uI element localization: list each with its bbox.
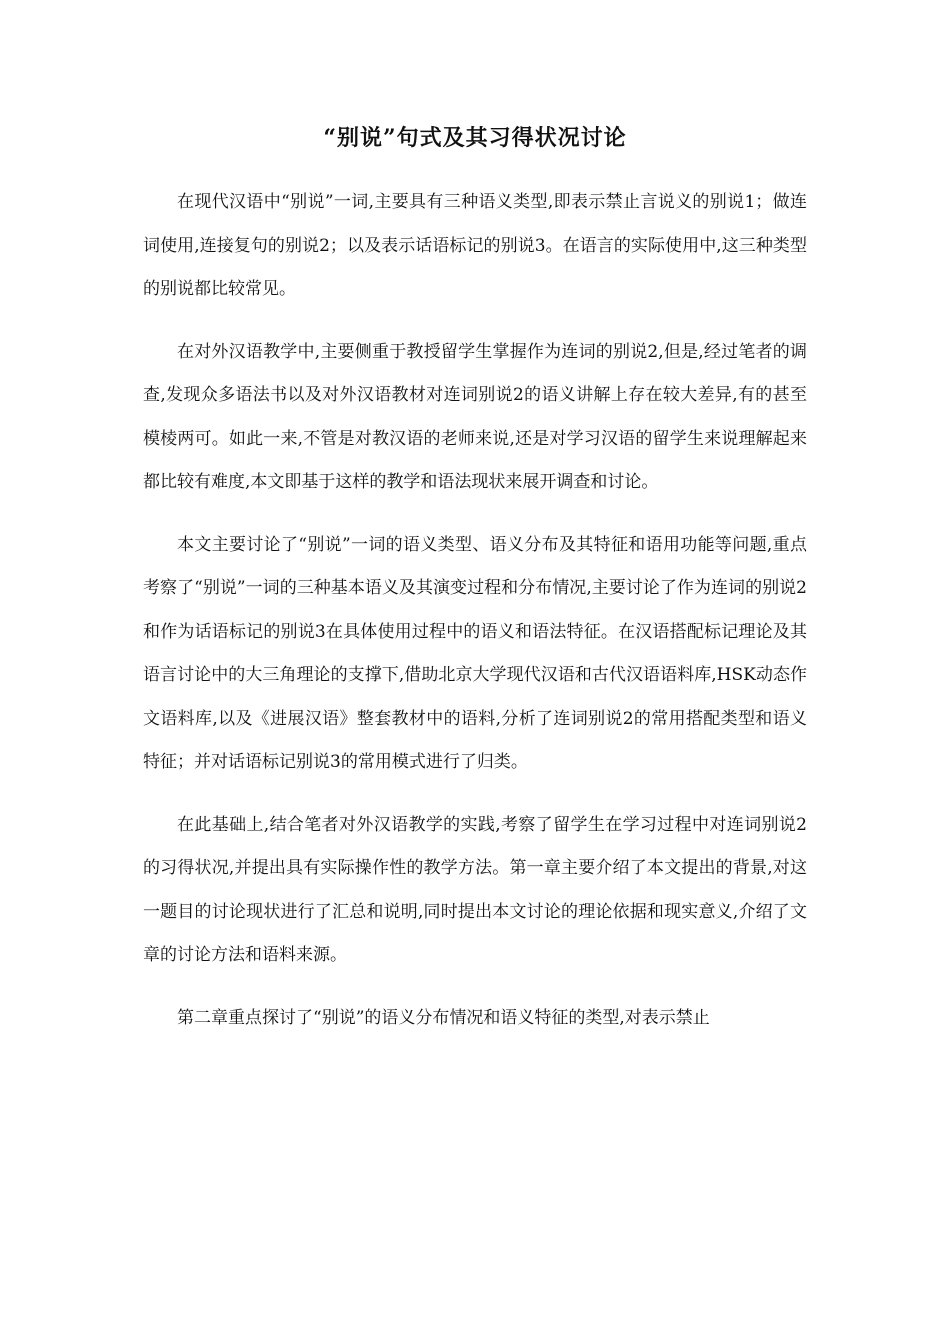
paragraph-3: 本文主要讨论了“别说”一词的语义类型、语义分布及其特征和语用功能等问题,重点考察了“别说”一词的三种基本语义及其演变过程和分布情况,主要讨论了作为连词的别说2和作为话语标记的别说3在具体使用过程中的语义和语法特征。在汉语搭配标记理论及其语言讨论中的大三角理论的支撑下,借助北京大学现代汉语和古代汉语语料库,HSK动态作文语料库,以及《进展汉语》整套教材中的语料,分析了连词别说2的常用搭配类型和语义特征；并对话语标记别说3的常用模式进行了归类。 bbox=[143, 534, 807, 772]
paragraph-2: 在对外汉语教学中,主要侧重于教授留学生掌握作为连词的别说2,但是,经过笔者的调查,发现众多语法书以及对外汉语教材对连词别说2的语义讲解上存在较大差异,有的甚至模棱两可。如此一来,不管是对教汉语的老师来说,还是对学习汉语的留学生来说理解起来都比较有难度,本文即基于这样的教学和语法现状来展开调查和讨论。 bbox=[143, 341, 807, 492]
paragraph-5: 第二章重点探讨了“别说”的语义分布情况和语义特征的类型,对表示禁止 bbox=[177, 1007, 710, 1028]
paragraph-1: 在现代汉语中“别说”一词,主要具有三种语义类型,即表示禁止言说义的别说1；做连词使用,连接复句的别说2；以及表示话语标记的别说3。在语言的实际使用中,这三种类型的别说都比较常见。 bbox=[143, 192, 807, 299]
document-body bbox=[143, 181, 807, 1059]
paragraph-4: 在此基础上,结合笔者对外汉语教学的实践,考察了留学生在学习过程中对连词别说2的习得状况,并提出具有实际操作性的教学方法。第一章主要介绍了本文提出的背景,对这一题目的讨论现状进行了汇总和说明,同时提出本文讨论的理论依据和现实意义,介绍了文章的讨论方法和语料来源。 bbox=[143, 814, 807, 965]
document-title: “别说”句式及其习得状况讨论 bbox=[323, 125, 627, 151]
